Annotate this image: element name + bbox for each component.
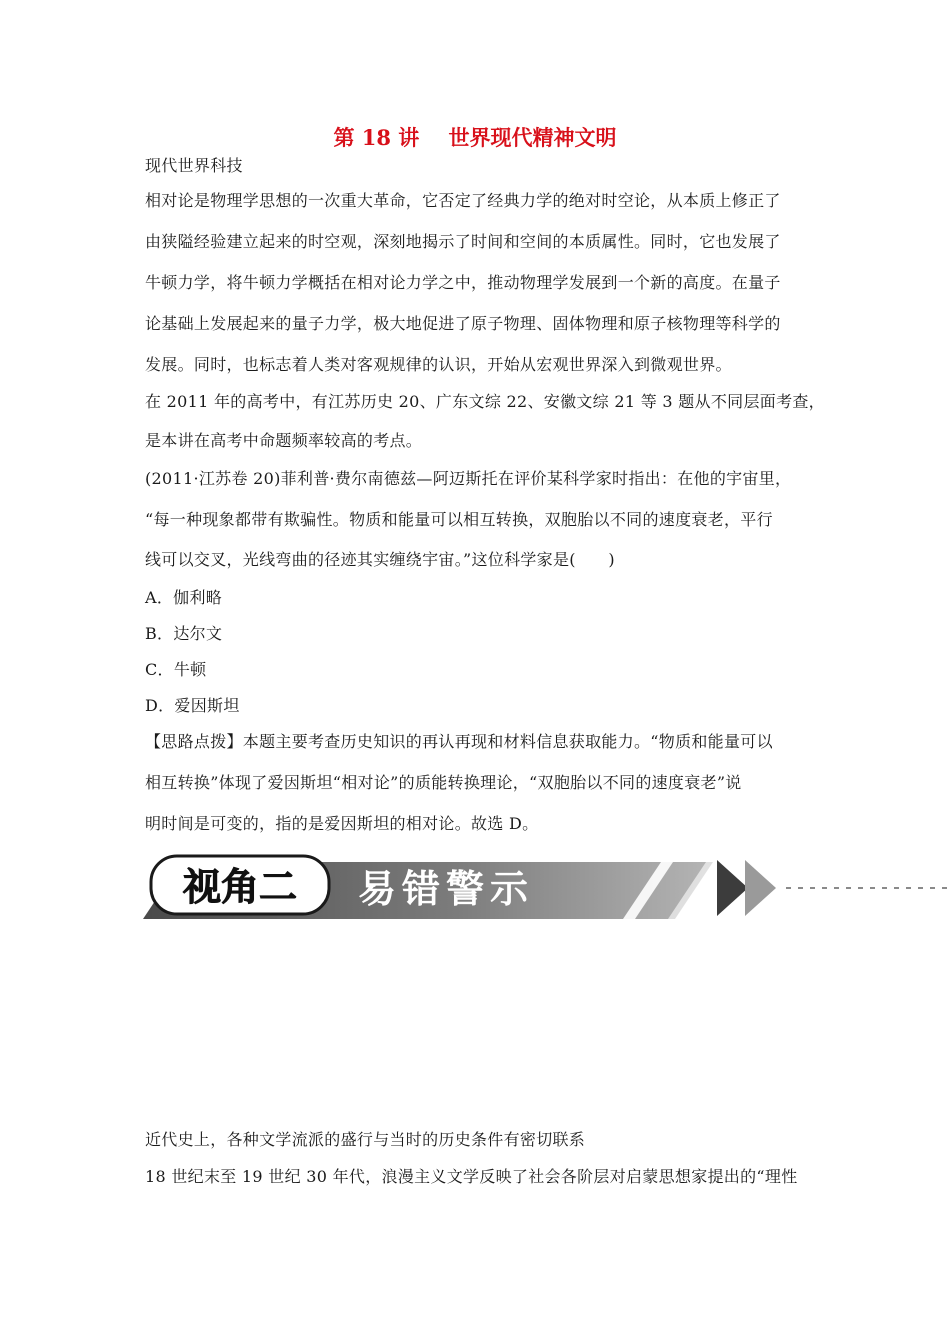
paragraph-line: 发展。同时，也标志着人类对客观规律的认识，开始从宏观世界深入到微观世界。 (145, 355, 732, 374)
paragraph-line: 论基础上发展起来的量子力学，极大地促进了原子物理、固体物理和原子核物理等科学的 (145, 314, 781, 333)
analysis-line: 相互转换”体现了爱因斯坦“相对论”的质能转换理论，“双胞胎以不同的速度衰老”说 (145, 773, 742, 792)
option-a: A．伽利略 (145, 588, 223, 607)
banner-right-text: 易错警示 (358, 867, 535, 911)
exam-info-line: 是本讲在高考中命题频率较高的考点。 (145, 431, 423, 450)
page-title: 第 18 讲 世界现代精神文明 (333, 125, 617, 150)
question-stem: “每一种现象都带有欺骗性。物质和能量可以相互转换，双胞胎以不同的速度衰老，平行 (145, 510, 773, 529)
banner-arrow-icon (745, 860, 776, 916)
question-stem: 线可以交叉，光线弯曲的径迹其实缠绕宇宙。”这位科学家是( ) (145, 550, 615, 569)
paragraph-line: 相对论是物理学思想的一次重大革命，它否定了经典力学的绝对时空论，从本质上修正了 (145, 191, 781, 210)
analysis-line: 明时间是可变的，指的是爱因斯坦的相对论。故选 D。 (145, 814, 539, 833)
section-heading-literature: 近代史上，各种文学流派的盛行与当时的历史条件有密切联系 (145, 1130, 586, 1149)
banner-arrow-icon (717, 860, 748, 916)
question-stem: (2011·江苏卷 20)菲利普·费尔南德兹—阿迈斯托在评价某科学家时指出：在他的宇宙里， (145, 469, 792, 488)
option-b: B．达尔文 (145, 624, 223, 643)
paragraph-line: 由狭隘经验建立起来的时空观，深刻地揭示了时间和空间的本质属性。同时，它也发展了 (145, 232, 781, 251)
paragraph-line: 18 世纪末至 19 世纪 30 年代，浪漫主义文学反映了社会各阶层对启蒙思想家提出的“理性 (145, 1167, 798, 1186)
analysis-line: 【思路点拨】本题主要考查历史知识的再认再现和材料信息获取能力。“物质和能量可以 (145, 732, 773, 751)
exam-info-line: 在 2011 年的高考中，有江苏历史 20、广东文综 22、安徽文综 21 等 3 题从不同层面考查， (145, 392, 825, 411)
section-heading-science: 现代世界科技 (145, 156, 243, 175)
paragraph-line: 牛顿力学，将牛顿力学概括在相对论力学之中，推动物理学发展到一个新的高度。在量子 (145, 273, 781, 292)
section-banner (143, 852, 950, 922)
option-d: D．爱因斯坦 (145, 696, 240, 715)
option-c: C．牛顿 (145, 660, 207, 679)
banner-left-text: 视角二 (182, 865, 298, 909)
